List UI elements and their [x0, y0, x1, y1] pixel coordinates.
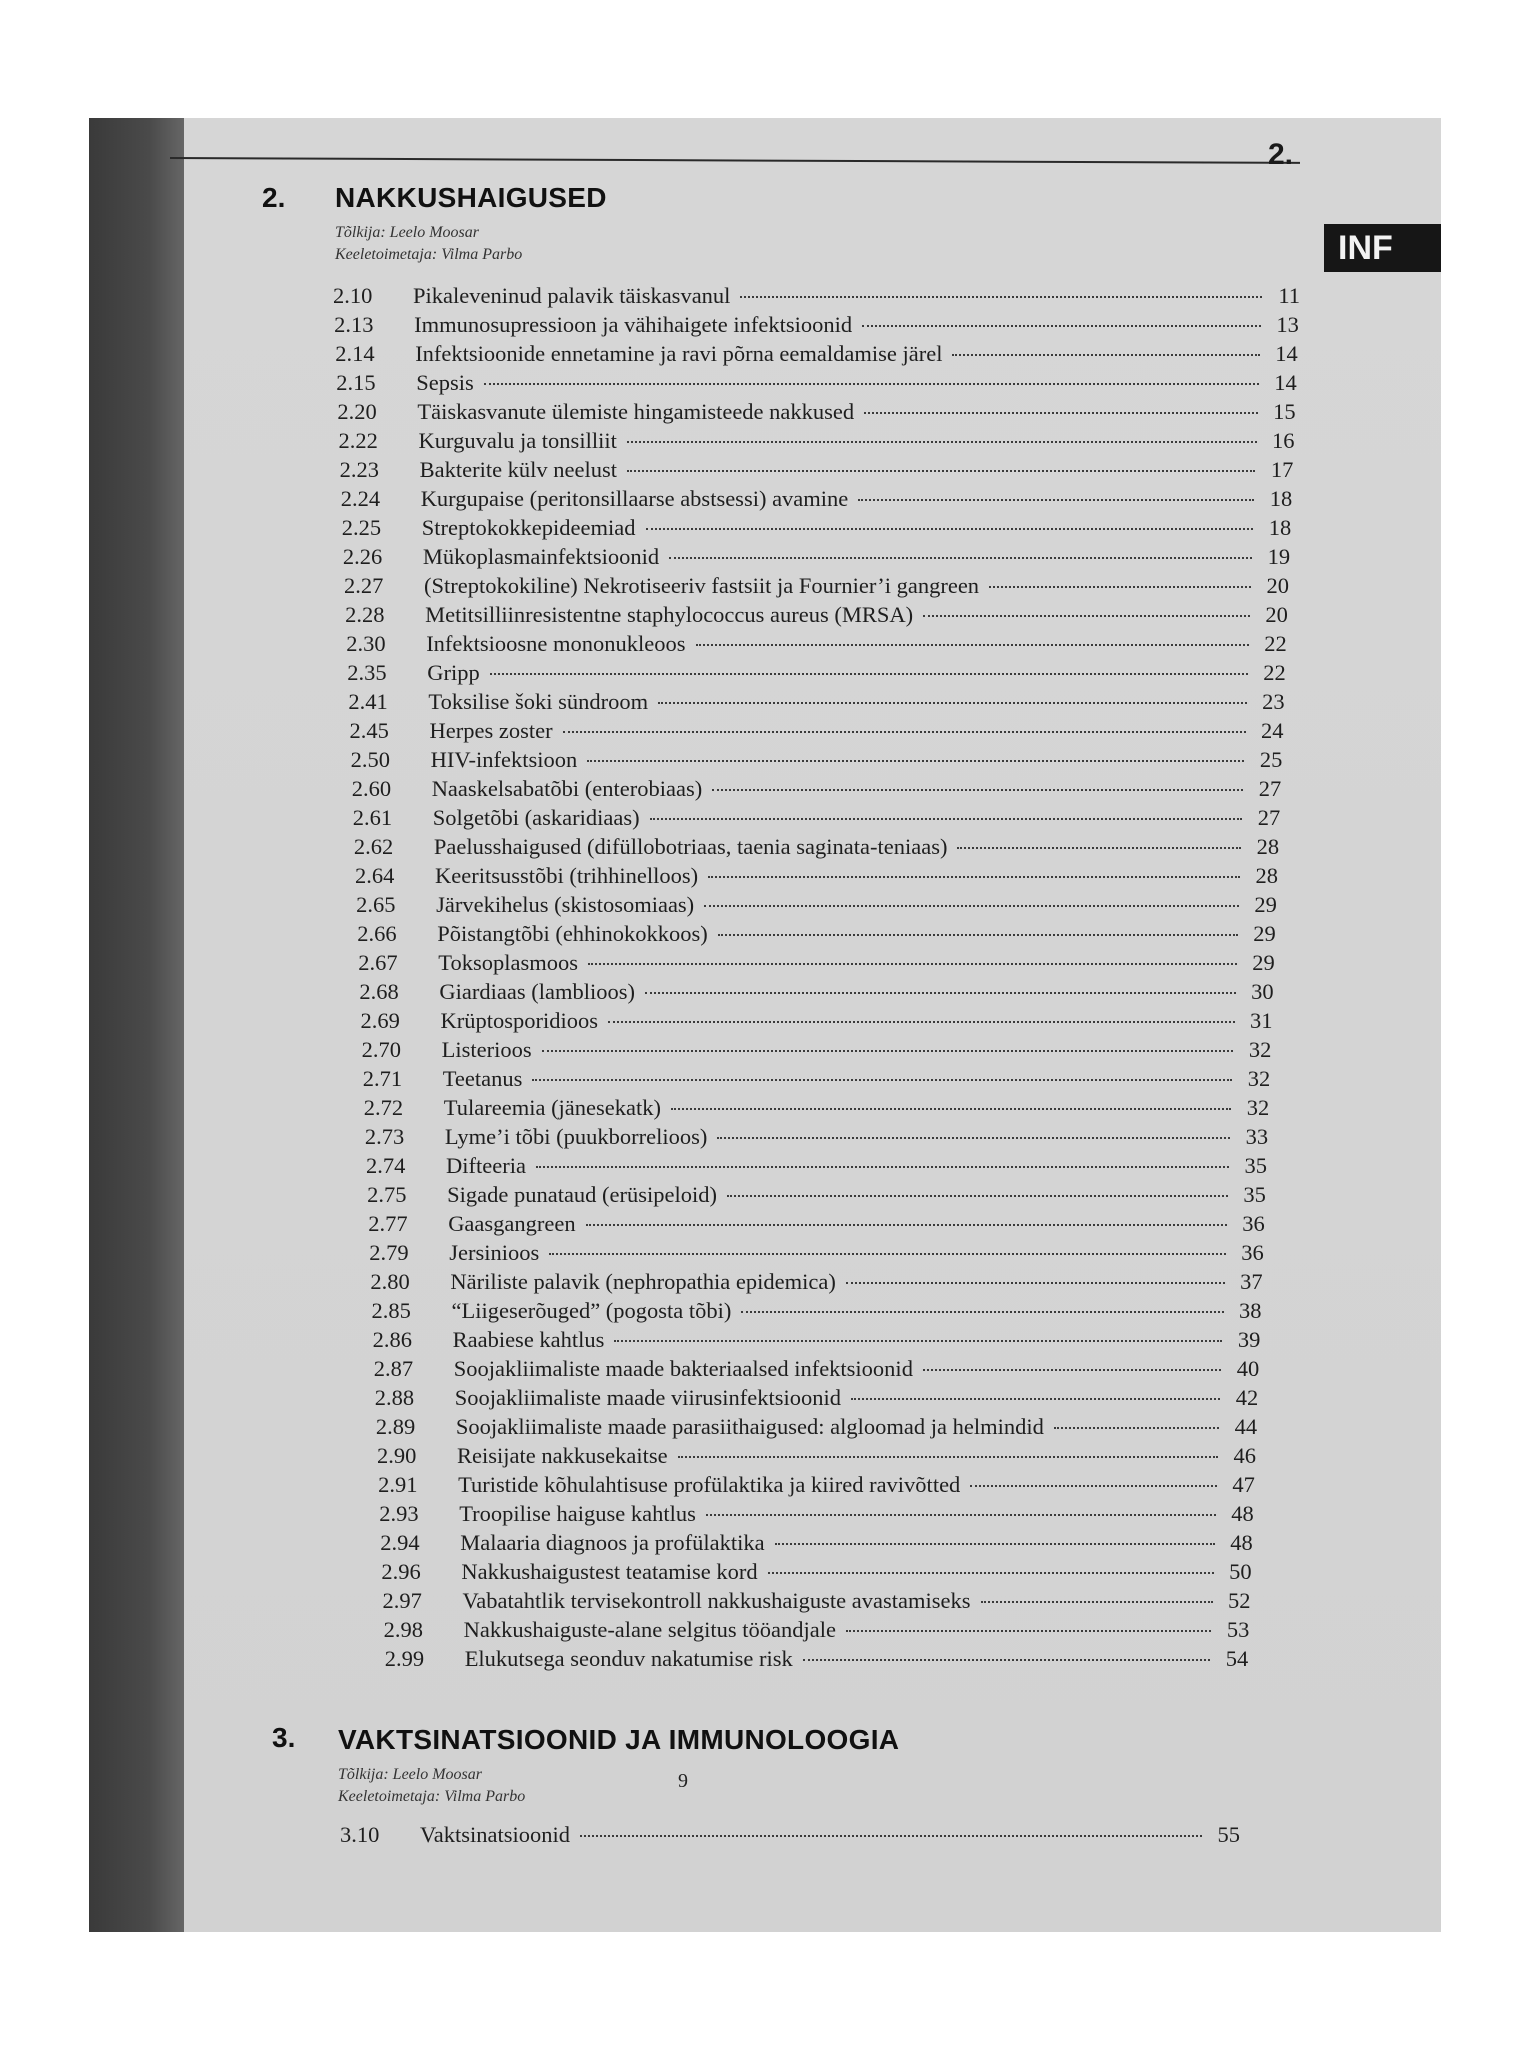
toc-entry-page: 47	[1232, 1472, 1255, 1497]
toc-entry-number: 2.90	[377, 1443, 417, 1468]
toc-entry-page: 28	[1256, 834, 1280, 859]
toc-entry-page: 39	[1237, 1327, 1261, 1352]
editor-credit: Keeletoimetaja: Vilma Parbo	[335, 246, 523, 263]
dot-leader	[846, 1282, 1225, 1284]
toc-entry-number: 2.99	[384, 1646, 425, 1671]
toc-entry	[351, 747, 1283, 775]
editor-credit: Keeletoimetaja: Vilma Parbo	[338, 1788, 526, 1805]
toc-entry-page: 29	[1252, 950, 1275, 975]
toc-entry-title: Elukutsega seonduv nakatumise risk	[464, 1646, 793, 1671]
toc-entry-number: 2.71	[362, 1066, 403, 1091]
toc-entry-title: Gaasgangreen	[448, 1211, 576, 1236]
toc-entry	[345, 602, 1288, 630]
toc-entry-page: 42	[1235, 1385, 1259, 1410]
running-head: 2.	[1268, 138, 1294, 171]
toc-entry-title: (Streptokokiline) Nekrotiseeriv fastsiit ja Fournier’i gangreen	[424, 573, 980, 598]
toc-entry-number: 2.91	[378, 1472, 418, 1497]
dot-leader	[658, 702, 1247, 704]
toc-entry-page: 14	[1275, 341, 1298, 366]
dot-leader	[586, 1224, 1227, 1226]
dot-leader	[588, 963, 1237, 965]
toc-entry	[341, 486, 1293, 514]
translator-credit: Tõlkija: Leelo Moosar	[338, 1766, 482, 1783]
toc-entry-title: Sigade punataud (erüsipeloid)	[447, 1182, 718, 1207]
dot-leader	[768, 1572, 1214, 1574]
toc-entry-title: “Liigeserõuged” (pogosta tõbi)	[451, 1298, 732, 1323]
dot-leader	[549, 1253, 1225, 1255]
toc-entry	[362, 1037, 1272, 1065]
dot-leader	[671, 1108, 1231, 1110]
toc-entry	[383, 1588, 1251, 1616]
toc-entry-number: 2.88	[374, 1385, 415, 1410]
dot-leader	[717, 1137, 1230, 1139]
dot-leader	[740, 296, 1262, 298]
toc-entry-page: 31	[1250, 1008, 1273, 1033]
toc-entry	[368, 1211, 1265, 1239]
toc-entry-number: 2.96	[381, 1559, 421, 1584]
toc-entry-number: 2.62	[353, 834, 394, 859]
toc-entry-page: 13	[1276, 312, 1299, 337]
toc-entry-page: 32	[1246, 1095, 1270, 1120]
dot-leader	[614, 1340, 1222, 1342]
toc-entry-title: HIV-infektsioon	[430, 747, 578, 772]
dot-leader	[970, 1485, 1217, 1487]
toc-entry	[361, 1008, 1273, 1036]
toc-entry-number: 2.73	[364, 1124, 405, 1149]
toc-entry	[363, 1066, 1271, 1094]
dot-leader	[712, 789, 1243, 791]
toc-entry-number: 2.77	[368, 1211, 408, 1236]
toc-entry	[346, 631, 1287, 659]
dot-leader	[484, 383, 1259, 385]
toc-entry-page: 38	[1239, 1298, 1262, 1323]
toc-entry-title: Toksilise šoki sündroom	[428, 689, 649, 714]
toc-entry-title: Troopilise haiguse kahtlus	[459, 1501, 696, 1526]
dot-leader	[708, 876, 1240, 878]
dot-leader	[542, 1050, 1234, 1052]
toc-entry	[378, 1472, 1255, 1500]
dot-leader	[989, 586, 1251, 588]
toc-entry	[333, 283, 1300, 311]
toc-entry-title: Soojakliimaliste maade parasiithaigused: algloomad ja helmindid	[455, 1414, 1044, 1439]
toc-entry-page: 35	[1243, 1182, 1266, 1207]
toc-entry-page: 29	[1253, 921, 1276, 946]
toc-entry-page: 37	[1240, 1269, 1263, 1294]
toc-entry-title: Listerioos	[441, 1037, 532, 1062]
toc-entry-number: 2.65	[356, 892, 396, 917]
toc-entry-number: 2.41	[348, 689, 388, 714]
toc-entry	[348, 689, 1284, 717]
toc-entry	[385, 1646, 1249, 1674]
dot-leader	[696, 644, 1249, 646]
toc-entry	[381, 1559, 1251, 1587]
dot-leader	[608, 1021, 1235, 1023]
toc-entry	[354, 834, 1279, 862]
dot-leader	[627, 441, 1257, 443]
dot-leader	[706, 1514, 1216, 1516]
toc-entry-page: 54	[1225, 1646, 1249, 1671]
dot-leader	[981, 1601, 1213, 1603]
toc-entry-number: 3.10	[340, 1822, 380, 1847]
toc-entry-page: 15	[1273, 399, 1296, 424]
dot-leader	[727, 1195, 1228, 1197]
toc-entry-number: 2.22	[338, 428, 378, 453]
toc-entry	[364, 1095, 1269, 1123]
dot-leader	[741, 1311, 1223, 1313]
toc-entry-number: 2.80	[370, 1269, 410, 1294]
dot-leader	[952, 354, 1259, 356]
toc-entry-title: Pikaleveninud palavik täiskasvanul	[413, 283, 731, 308]
toc-entry-number: 2.23	[339, 457, 379, 482]
toc-entry-title: Naaskelsabatõbi (enterobiaas)	[431, 776, 703, 801]
toc-entry-title: Teetanus	[442, 1066, 523, 1091]
toc-entry-title: Bakterite külv neelust	[419, 457, 618, 482]
toc-entry-page: 28	[1255, 863, 1278, 888]
toc-entry	[380, 1530, 1252, 1558]
dot-leader	[678, 1456, 1218, 1458]
toc-entry-page: 48	[1231, 1501, 1254, 1526]
section-number: 2.	[262, 182, 286, 213]
toc-entry	[344, 573, 1289, 601]
toc-entry-number: 2.60	[351, 776, 392, 801]
toc-entry	[347, 660, 1285, 688]
toc-entry-title: Krüptosporidioos	[440, 1008, 598, 1033]
toc-entry-title: Malaaria diagnoos ja profülaktika	[460, 1530, 765, 1555]
toc-entry-title: Turistide kõhulahtisuse profülaktika ja kiired ravivõtted	[458, 1472, 961, 1497]
toc-entry-page: 14	[1274, 370, 1297, 395]
toc-entry	[369, 1240, 1263, 1268]
dot-leader	[923, 1369, 1221, 1371]
toc-entry-title: Gripp	[427, 660, 480, 685]
toc-entry-title: Raabiese kahtlus	[452, 1327, 605, 1352]
toc-entry-title: Mükoplasmainfektsioonid	[422, 544, 660, 569]
toc-entry-number: 2.87	[373, 1356, 414, 1381]
toc-entry-number: 2.35	[347, 660, 387, 685]
toc-entry	[352, 776, 1282, 804]
section-title: NAKKUSHAIGUSED	[335, 182, 607, 213]
toc-entry-number: 2.97	[382, 1588, 422, 1613]
dot-leader	[862, 325, 1261, 327]
toc-entry-page: 48	[1230, 1530, 1253, 1555]
toc-entry-number: 2.20	[337, 399, 377, 424]
dot-leader	[645, 992, 1236, 994]
toc-entry	[359, 979, 1273, 1007]
toc-entry-title: Täiskasvanute ülemiste hingamisteede nakkused	[417, 399, 855, 424]
toc-entry-title: Difteeria	[446, 1153, 526, 1178]
toc-entry-page: 35	[1244, 1153, 1267, 1178]
toc-entry-page: 33	[1245, 1124, 1269, 1149]
dot-leader	[490, 673, 1248, 675]
toc-entry-number: 2.24	[340, 486, 381, 511]
toc-entry-title: Näriliste palavik (nephropathia epidemica)	[450, 1269, 836, 1294]
toc-entry-title: Nakkushaigustest teatamise kord	[461, 1559, 758, 1584]
toc-entry-title: Järvekihelus (skistosomiaas)	[436, 892, 695, 917]
toc-entry-page: 18	[1269, 486, 1293, 511]
toc-entry	[355, 863, 1278, 891]
toc-entry	[379, 1501, 1254, 1529]
toc-entry-number: 2.93	[379, 1501, 419, 1526]
toc-entry-title: Tulareemia (jänesekatk)	[443, 1095, 662, 1120]
dot-leader	[803, 1659, 1211, 1661]
toc-entry-title: Nakkushaiguste-alane selgitus tööandjale	[463, 1617, 836, 1642]
toc-entry-page: 27	[1258, 776, 1282, 801]
toc-entry-number: 2.30	[346, 631, 386, 656]
toc-entry-page: 53	[1226, 1617, 1250, 1642]
toc-entry-page: 32	[1248, 1037, 1272, 1062]
toc-entry	[353, 805, 1280, 833]
toc-entry-number: 2.50	[350, 747, 390, 772]
toc-entry-title: Reisijate nakkusekaitse	[457, 1443, 668, 1468]
toc-entry	[336, 370, 1296, 398]
toc-entry-number: 2.64	[355, 863, 395, 888]
dot-leader	[536, 1166, 1229, 1168]
dot-leader	[627, 470, 1255, 472]
toc-entry-number: 2.67	[358, 950, 398, 975]
toc-entry-page: 36	[1242, 1211, 1265, 1236]
dot-leader	[563, 731, 1246, 733]
toc-entry-title: Keeritsusstõbi (trihhinelloos)	[435, 863, 699, 888]
toc-entry-page: 50	[1229, 1559, 1252, 1584]
toc-entry-title: Herpes zoster	[429, 718, 553, 743]
dot-leader	[669, 557, 1252, 559]
toc-entry-page: 22	[1263, 660, 1286, 685]
toc-entry-number: 2.45	[349, 718, 389, 743]
toc-entry	[374, 1356, 1260, 1384]
toc-entry-title: Sepsis	[416, 370, 474, 395]
toc-entry	[334, 312, 1299, 340]
toc-entry	[343, 544, 1290, 572]
toc-entry	[342, 515, 1291, 543]
dot-leader	[923, 615, 1250, 617]
toc-entry-page: 32	[1247, 1066, 1271, 1091]
toc-entry	[372, 1298, 1262, 1326]
toc-entry-title: Streptokokkepideemiad	[421, 515, 636, 540]
dot-leader	[864, 412, 1257, 414]
toc-entry-number: 2.98	[383, 1617, 423, 1642]
toc-entry	[366, 1153, 1267, 1181]
toc-entry	[370, 1269, 1262, 1297]
dot-leader	[851, 1398, 1220, 1400]
toc-entry-title: Põistangtõbi (ehhinokokkoos)	[437, 921, 708, 946]
toc-entry	[365, 1124, 1268, 1152]
toc-entry-title: Vaktsinatsioonid	[420, 1822, 570, 1847]
toc-entry-title: Metitsilliinresistentne staphylococcus aureus (MRSA)	[425, 602, 914, 627]
toc-entry-number: 2.94	[380, 1530, 420, 1555]
toc-entry	[357, 921, 1276, 949]
toc-entry-page: 16	[1272, 428, 1295, 453]
toc-entry-page: 19	[1267, 544, 1291, 569]
toc-entry-page: 55	[1217, 1822, 1240, 1847]
toc-entry-page: 11	[1278, 283, 1300, 308]
toc-entry-page: 25	[1259, 747, 1283, 772]
toc-entry	[337, 399, 1295, 427]
toc-entry-page: 36	[1241, 1240, 1264, 1265]
toc-entry-page: 23	[1262, 689, 1285, 714]
toc-entry-title: Infektsioonide ennetamine ja ravi põrna eemaldamise järel	[415, 341, 943, 366]
toc-entry-number: 2.26	[342, 544, 383, 569]
toc-entry	[356, 892, 1277, 920]
toc-entry-number: 2.86	[372, 1327, 412, 1352]
toc-entry-number: 2.28	[345, 602, 385, 627]
translator-credit: Tõlkija: Leelo Moosar	[335, 224, 479, 241]
dot-leader	[580, 1835, 1202, 1837]
dot-leader	[775, 1543, 1215, 1545]
dot-leader	[704, 905, 1239, 907]
toc-entry-number: 2.75	[367, 1182, 407, 1207]
toc-entry-title: Infektsioosne mononukleoos	[426, 631, 686, 656]
section-number: 3.	[272, 1722, 296, 1753]
toc-entry	[376, 1414, 1257, 1442]
toc-entry-number: 2.15	[336, 370, 376, 395]
toc-entry-number: 2.14	[335, 341, 375, 366]
toc-entry-title: Solgetõbi (askaridiaas)	[432, 805, 640, 830]
toc-entry-title: Lyme’i tõbi (puukborrelioos)	[444, 1124, 708, 1149]
toc-entry-page: 27	[1257, 805, 1281, 830]
dot-leader	[846, 1630, 1211, 1632]
toc-entry-number: 2.68	[359, 979, 399, 1004]
toc-entry-number: 2.27	[344, 573, 384, 598]
toc-entry-title: Giardiaas (lamblioos)	[439, 979, 635, 1004]
toc-entry-number: 2.72	[363, 1095, 404, 1120]
dot-leader	[532, 1079, 1232, 1081]
toc-entry-page: 18	[1268, 515, 1292, 540]
toc-entry-page: 29	[1254, 892, 1277, 917]
toc-entry-number: 2.74	[366, 1153, 406, 1178]
toc-entry-number: 2.69	[360, 1008, 400, 1033]
toc-entry-number: 2.61	[352, 805, 393, 830]
toc-entry-page: 52	[1228, 1588, 1251, 1613]
toc-entry-title: Vabatahtlik tervisekontroll nakkushaiguste avastamiseks	[462, 1588, 971, 1613]
toc-entry	[367, 1182, 1266, 1210]
toc-entry	[350, 718, 1284, 746]
toc-entry-page: 44	[1234, 1414, 1258, 1439]
toc-entry-page: 46	[1233, 1443, 1256, 1468]
toc-entry-number: 2.79	[369, 1240, 409, 1265]
toc-entry	[373, 1327, 1261, 1355]
toc-entry-page: 22	[1264, 631, 1287, 656]
dot-leader	[957, 847, 1241, 849]
toc-entry-page: 24	[1261, 718, 1284, 743]
toc-entry-page: 30	[1251, 979, 1274, 1004]
thumb-index-tab: INF	[1324, 224, 1441, 272]
dot-leader	[650, 818, 1243, 820]
toc-entry	[358, 950, 1274, 978]
toc-entry-page: 20	[1266, 573, 1289, 598]
dot-leader	[646, 528, 1254, 530]
toc-entry-title: Soojakliimaliste maade bakteriaalsed infektsioonid	[453, 1356, 913, 1381]
toc-entry-number: 2.13	[334, 312, 374, 337]
toc-entry-number: 2.66	[357, 921, 397, 946]
dot-leader	[718, 934, 1238, 936]
toc-entry-title: Paelusshaigused (difüllobotriaas, taenia saginata-teniaas)	[433, 834, 948, 859]
toc-entry-number: 2.89	[375, 1414, 416, 1439]
toc-entry-title: Immunosupressioon ja vähihaigete infektsioonid	[414, 312, 853, 337]
toc-entry-title: Jersinioos	[449, 1240, 540, 1265]
toc-entry-title: Kurgupaise (peritonsillaarse abstsessi) avamine	[420, 486, 849, 511]
toc-entry	[384, 1617, 1250, 1645]
toc-entry-number: 2.25	[341, 515, 382, 540]
section-title: VAKTSINATSIOONID JA IMMUNOLOOGIA	[338, 1724, 900, 1755]
toc-entry	[377, 1443, 1256, 1471]
toc-entry-title: Kurguvalu ja tonsilliit	[418, 428, 617, 453]
toc-entry	[339, 428, 1295, 456]
toc-entry	[340, 1822, 1240, 1850]
toc-entry-page: 20	[1265, 602, 1288, 627]
toc-entry-page: 40	[1236, 1356, 1260, 1381]
dot-leader	[587, 760, 1244, 762]
toc-entry-title: Soojakliimaliste maade viirusinfektsioonid	[454, 1385, 841, 1410]
toc-entry-number: 2.85	[371, 1298, 411, 1323]
dot-leader	[858, 499, 1254, 501]
toc-entry	[335, 341, 1298, 369]
dot-leader	[1054, 1427, 1219, 1429]
toc-entry	[375, 1385, 1258, 1413]
page-number: 9	[678, 1770, 688, 1792]
toc-entry-page: 17	[1270, 457, 1294, 482]
toc-entry	[340, 457, 1294, 485]
toc-entry-title: Toksoplasmoos	[438, 950, 578, 975]
toc-entry-number: 2.10	[333, 283, 373, 308]
toc-entry-number: 2.70	[361, 1037, 401, 1062]
